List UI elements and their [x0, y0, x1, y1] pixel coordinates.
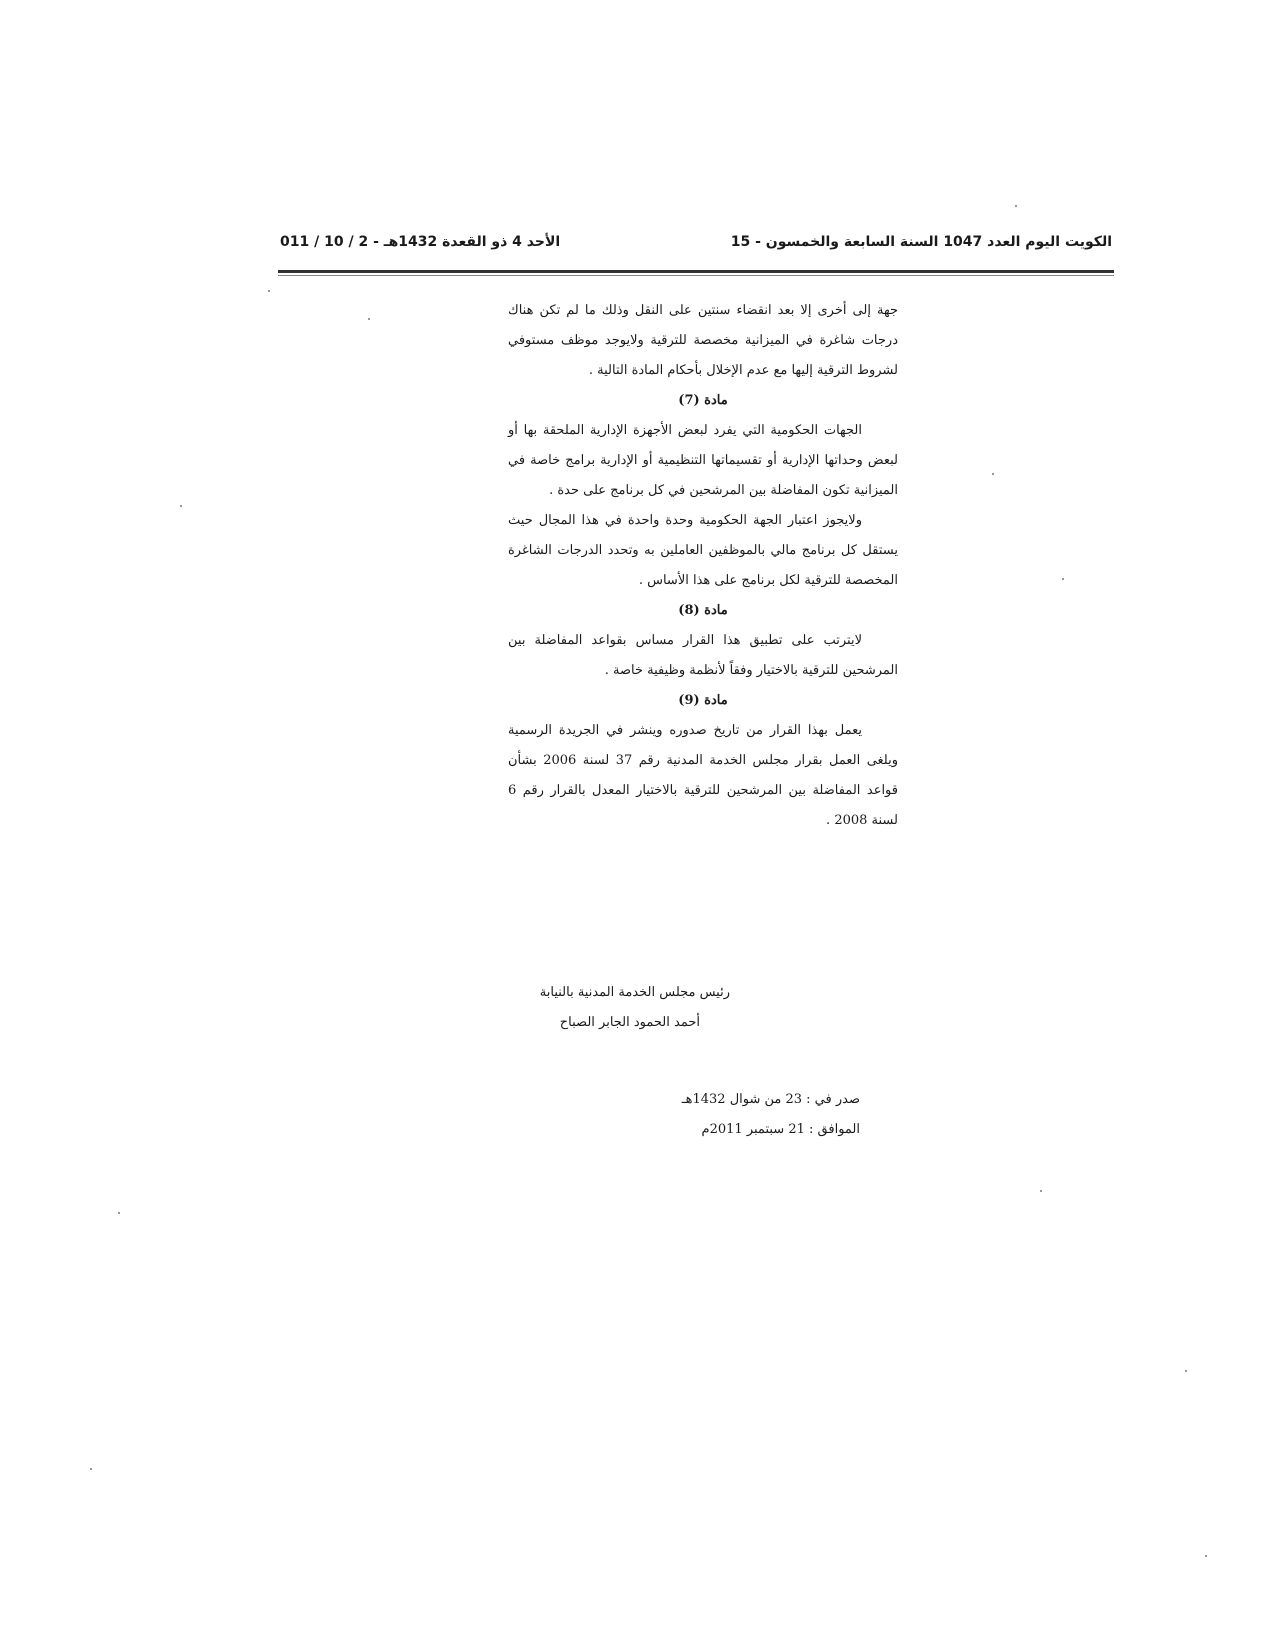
paragraph-continuation: جهة إلى أخرى إلا بعد انقضاء سنتين على النقل وذلك ما لم تكن هناك درجات شاغرة في الميزانية مخصصة للترقية ولايوجد موظف مستوفي لشروط الترقية إليها مع عدم الإخلال بأحكام المادة التالية . — [508, 303, 898, 378]
scan-speck — [1062, 578, 1064, 580]
scan-speck — [1015, 205, 1017, 207]
scan-speck — [992, 473, 994, 475]
body-text — [508, 296, 898, 836]
issue-date-block — [680, 1085, 860, 1145]
signature-block — [500, 978, 730, 1038]
issue-date-gregorian: الموافق : 21 سبتمبر 2011م — [701, 1122, 860, 1137]
scan-speck — [1185, 1370, 1187, 1372]
article-9-title: مادة (9) — [678, 693, 728, 708]
article-7-title: مادة (7) — [678, 393, 728, 408]
header-publication-info: الكويت اليوم العدد 1047 السنة السابعة والخمسون - 15 — [730, 234, 1112, 250]
scan-speck — [180, 505, 182, 507]
page-header — [280, 234, 1112, 260]
scan-speck — [1040, 1190, 1042, 1192]
scan-speck — [118, 1212, 120, 1214]
header-rule — [278, 270, 1114, 273]
signatory-title: رئيس مجلس الخدمة المدنية بالنيابة — [539, 985, 730, 1000]
header-rule-thin — [278, 275, 1114, 276]
scan-speck — [368, 318, 370, 320]
signatory-name: أحمد الحمود الجابر الصباح — [559, 1015, 700, 1030]
article-7-paragraph-2: ولايجوز اعتبار الجهة الحكومية وحدة واحدة في هذا المجال حيث يستقل كل برنامج مالي بالموظفين العاملين به وتحدد الدرجات الشاغرة المخصصة للترقية لكل برنامج على هذا الأساس . — [508, 513, 898, 588]
article-7-paragraph-1: الجهات الحكومية التي يفرد لبعض الأجهزة الإدارية الملحقة بها أو لبعض وحداتها الإدارية أو تقسيماتها التنظيمية أو الإدارية برامج خاصة في الميزانية تكون المفاضلة بين المرشحين في كل برنامج على حدة . — [508, 423, 898, 498]
article-8-paragraph: لايترتب على تطبيق هذا القرار مساس بقواعد المفاضلة بين المرشحين للترقية بالاختيار وفقاً لأنظمة وظيفية خاصة . — [508, 633, 898, 678]
header-date: الأحد 4 ذو القعدة 1432هـ - 2 / 10 / 011 — [280, 234, 561, 250]
article-8-title: مادة (8) — [678, 603, 728, 618]
scan-speck — [1205, 1555, 1207, 1557]
scan-speck — [268, 290, 270, 292]
scan-speck — [90, 1468, 92, 1470]
article-9-paragraph: يعمل بهذا القرار من تاريخ صدوره وينشر في الجريدة الرسمية ويلغى العمل بقرار مجلس الخدمة المدنية رقم 37 لسنة 2006 بشأن قواعد المفاضلة بين المرشحين للترقية بالاختيار المعدل بالقرار رقم 6 لسنة 2008 . — [508, 723, 899, 828]
issue-date-hijri: صدر في : 23 من شوال 1432هـ — [681, 1092, 860, 1107]
